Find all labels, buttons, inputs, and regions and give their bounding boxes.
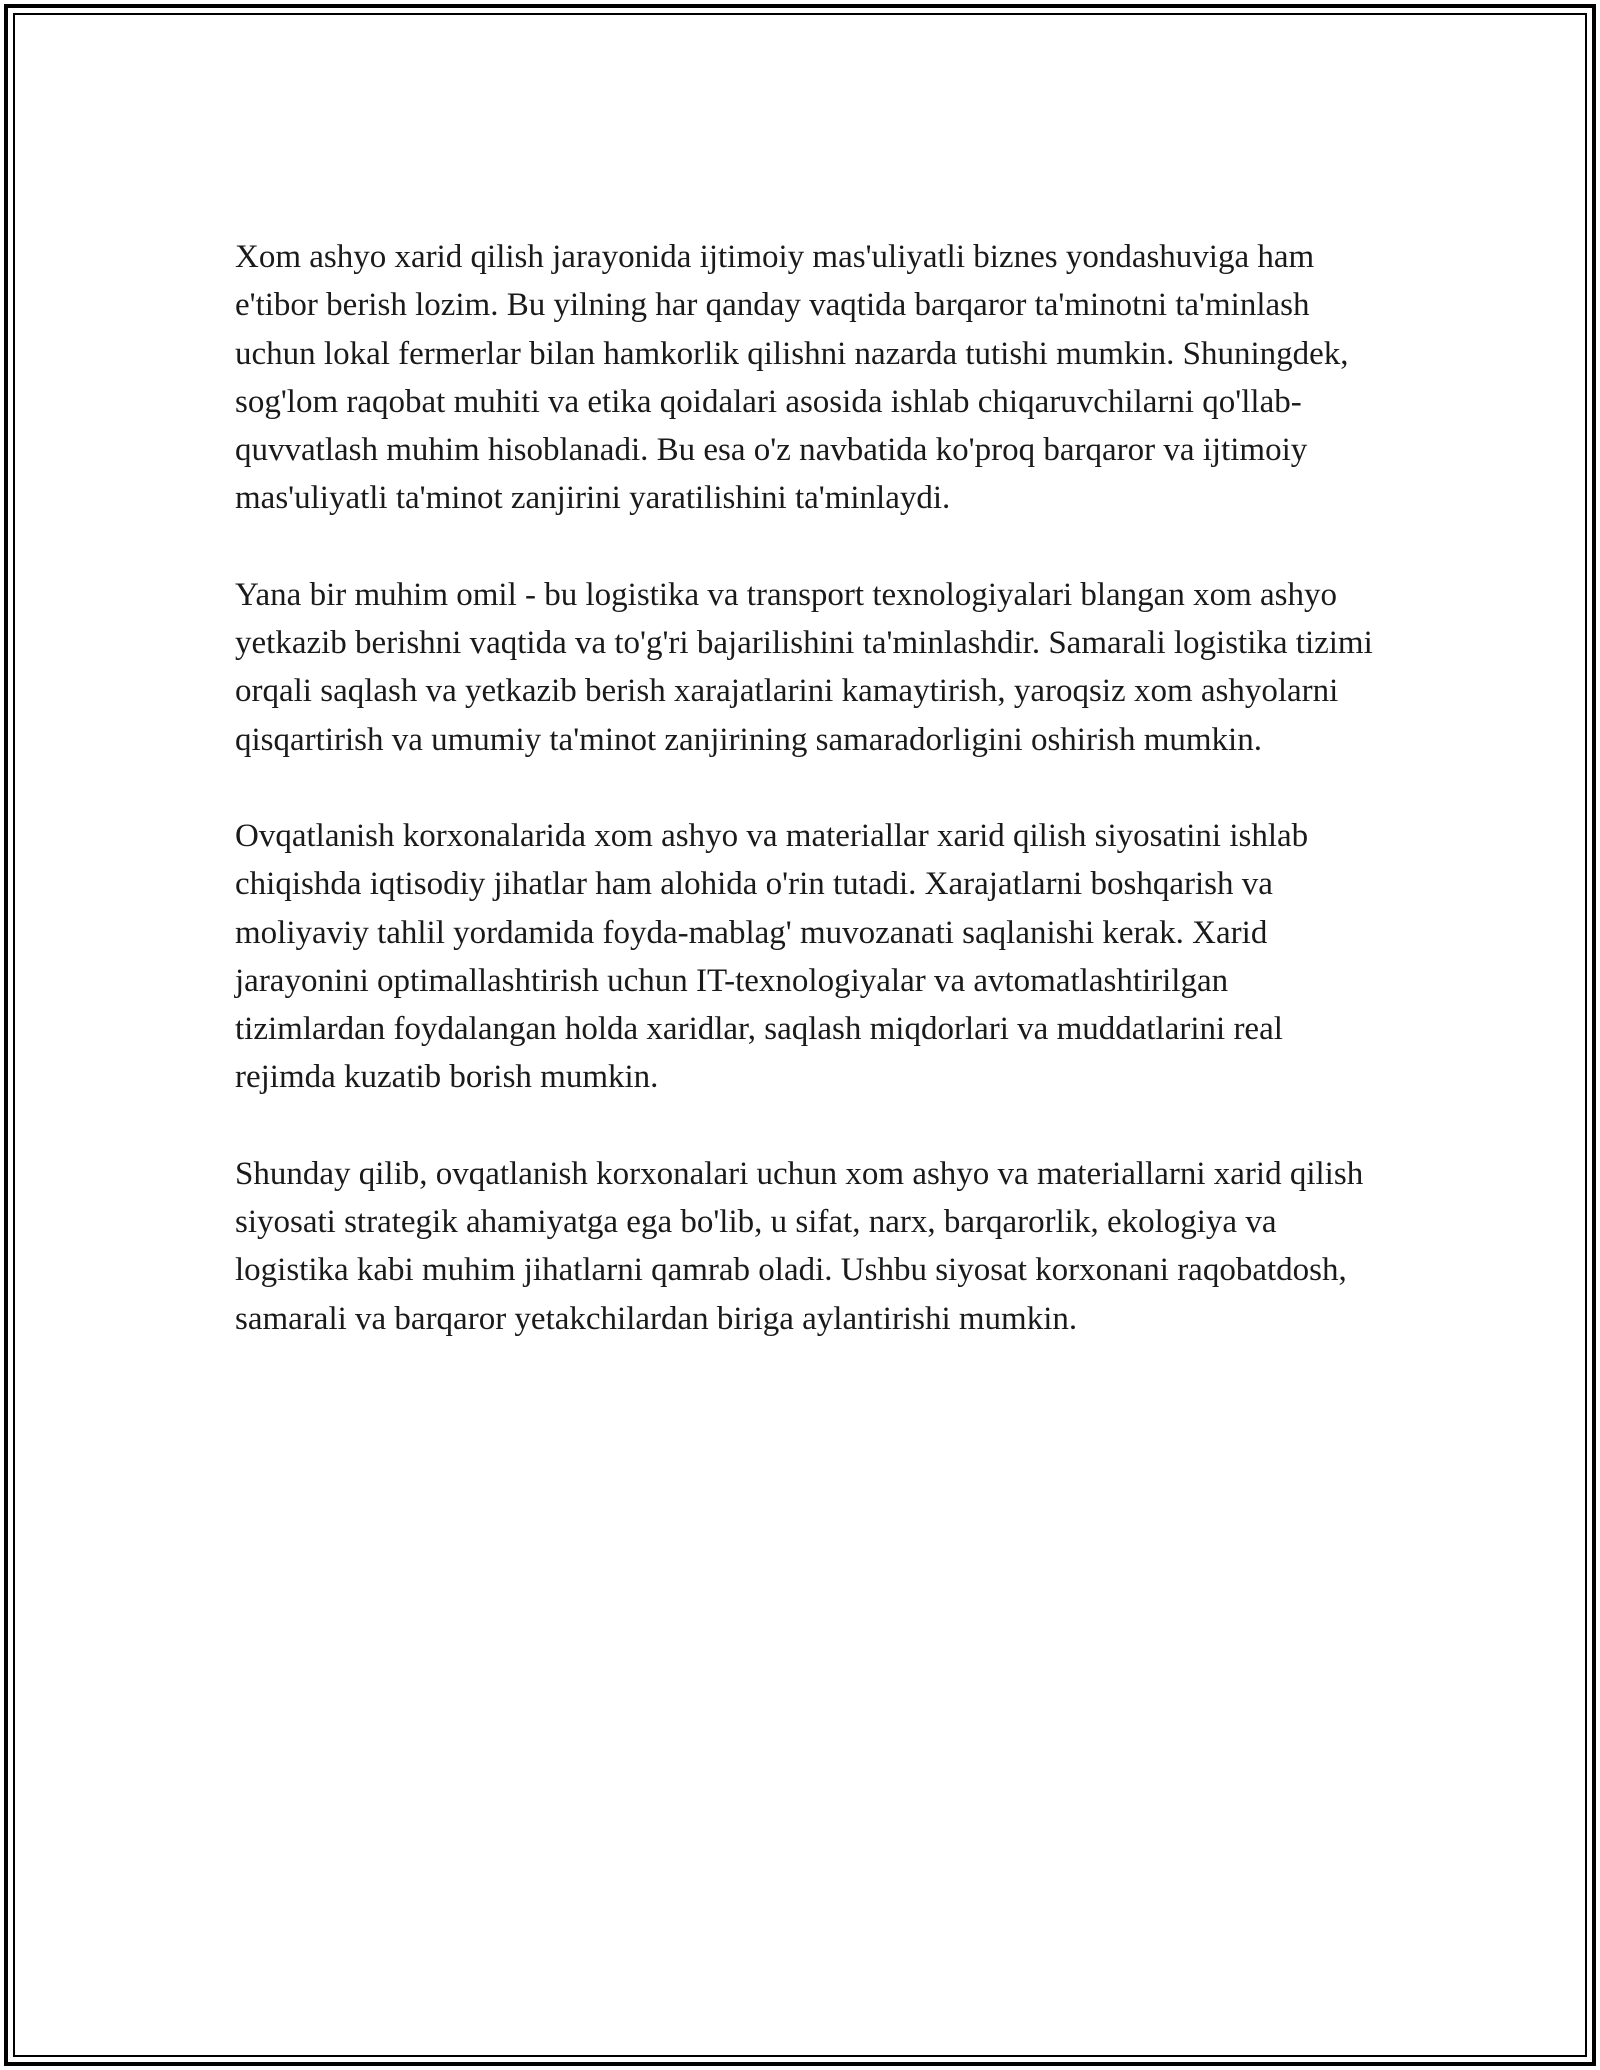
paragraph-2: Yana bir muhim omil - bu logistika va transport texnologiyalari blangan xom ashyo yetkazib berishni vaqtida va to'g'ri bajarilishini ta'minlashdir. Samarali logistika tizimi orqali saqlash va yetkazib berish xarajatlarini kamaytirish, yaroqsiz xom ashyolarni qisqartirish va umumiy ta'minot zanjirining samaradorligini oshirish mumkin. (235, 576, 1373, 758)
document-body (235, 233, 1375, 1391)
paragraph-3: Ovqatlanish korxonalarida xom ashyo va materiallar xarid qilish siyosatini ishlab chiqishda iqtisodiy jihatlar ham alohida o'rin tutadi. Xarajatlarni boshqarish va moliyaviy tahlil yordamida foyda-mablag' muvozanati saqlanishi kerak. Xarid jarayonini optimallashtirish uchun IT-texnologiyalar va avtomatlashtirilgan tizimlardan foydalangan holda xaridlar, saqlash miqdorlari va muddatlarini real rejimda kuzatib borish mumkin. (235, 817, 1309, 1096)
paragraph-1: Xom ashyo xarid qilish jarayonida ijtimoiy mas'uliyatli biznes yondashuviga ham e'tibor berish lozim. Bu yilning har qanday vaqtida barqaror ta'minotni ta'minlash uchun lokal fermerlar bilan hamkorlik qilishni nazarda tutishi mumkin. Shuningdek, sog'lom raqobat muhiti va etika qoidalari asosida ishlab chiqaruvchilarni qo'llab-quvvatlash muhim hisoblanadi. Bu esa o'z navbatida ko'proq barqaror va ijtimoiy mas'uliyatli ta'minot zanjirini yaratilishini ta'minlaydi. (235, 239, 1349, 517)
paragraph-4: Shunday qilib, ovqatlanish korxonalari uchun xom ashyo va materiallarni xarid qilish siyosati strategik ahamiyatga ega bo'lib, u sifat, narx, barqarorlik, ekologiya va logistika kabi muhim jihatlarni qamrab oladi. Ushbu siyosat korxonani raqobatdosh, samarali va barqaror yetakchilardan biriga aylantirishi mumkin. (235, 1155, 1364, 1337)
